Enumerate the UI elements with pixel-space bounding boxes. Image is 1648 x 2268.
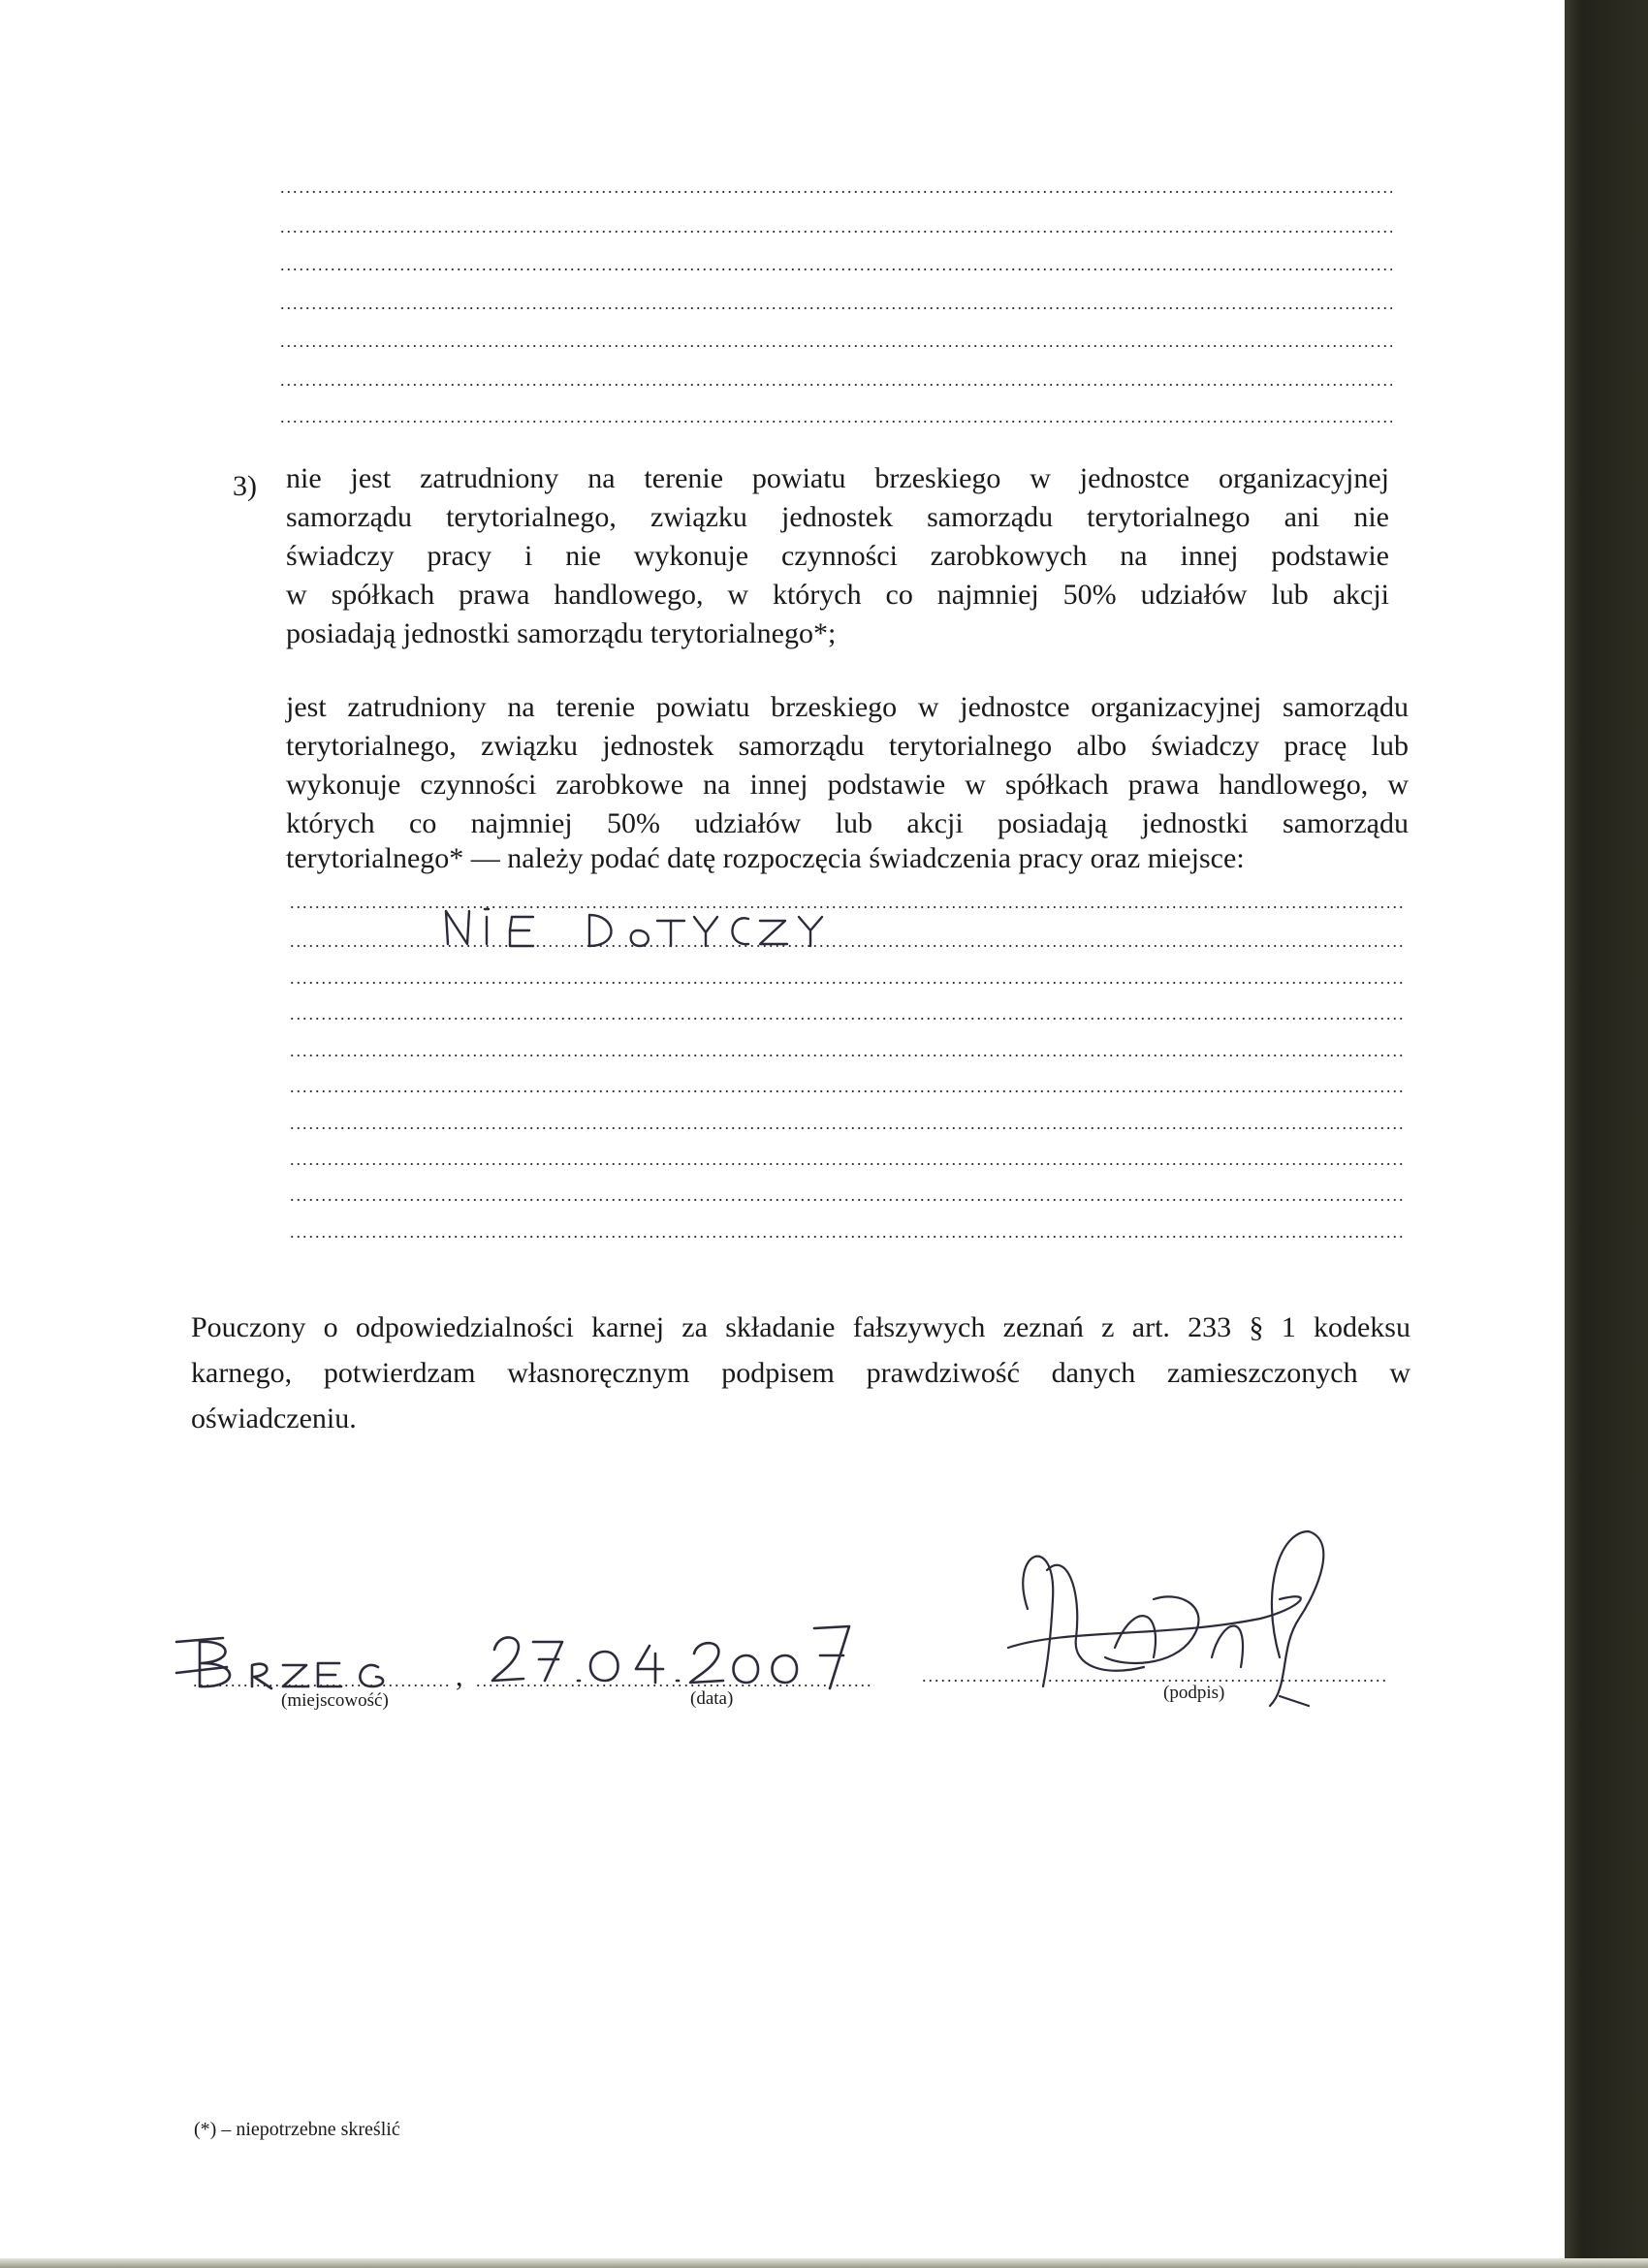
handwritten-place xyxy=(171,1632,423,1694)
declaration-line: karnego, potwierdzam własnoręcznym podpisem prawdziwość danych zamieszczonych w xyxy=(191,1357,1410,1389)
scan-bottom-edge xyxy=(0,2258,1648,2268)
item3-line: samorządu terytorialnego, związku jednostek samorządu terytorialnego ani nie xyxy=(286,501,1389,533)
place-date-separator: , xyxy=(456,1660,463,1692)
signature xyxy=(989,1512,1377,1725)
declaration-line: oświadczeniu. xyxy=(191,1402,357,1434)
alt-line: terytorialnego, związku jednostek samorządu terytorialnego albo świadczy pracę lub xyxy=(286,730,1409,762)
declaration-line: Pouczony o odpowiedzialności karnej za składanie fałszywych zeznań z art. 233 § 1 kodeksu xyxy=(191,1311,1410,1343)
item3-number: 3) xyxy=(233,470,257,502)
alt-line: jest zatrudniony na terenie powiatu brzeskiego w jednostce organizacyjnej samorządu xyxy=(286,691,1409,723)
item3-line: świadczy pracy i nie wykonuje czynności zarobkowych na innej podstawie xyxy=(286,540,1389,572)
item3-line: nie jest zatrudniony na terenie powiatu brzeskiego w jednostce organizacyjnej xyxy=(286,462,1389,494)
item3-line: posiadają jednostki samorządu terytorialnego*; xyxy=(286,617,837,649)
place-label: (miejscowość) xyxy=(281,1690,389,1711)
handwritten-date xyxy=(485,1621,872,1698)
handwritten-answer xyxy=(427,901,853,960)
alt-line: terytorialnego* — należy podać datę rozpoczęcia świadczenia pracy oraz miejsce: xyxy=(286,842,1245,874)
alt-line: których co najmniej 50% udziałów lub akcji posiadają jednostki samorządu xyxy=(286,807,1409,839)
item3-line: w spółkach prawa handlowego, w których co najmniej 50% udziałów lub akcji xyxy=(286,579,1389,611)
footnote: (*) – niepotrzebne skreślić xyxy=(194,2119,400,2140)
signature-label: (podpis) xyxy=(1163,1683,1225,1703)
date-label: (data) xyxy=(690,1688,734,1709)
alt-line: wykonuje czynności zarobkowe na innej podstawie w spółkach prawa handlowego, w xyxy=(286,769,1409,801)
scan-dark-edge xyxy=(1565,0,1648,2268)
